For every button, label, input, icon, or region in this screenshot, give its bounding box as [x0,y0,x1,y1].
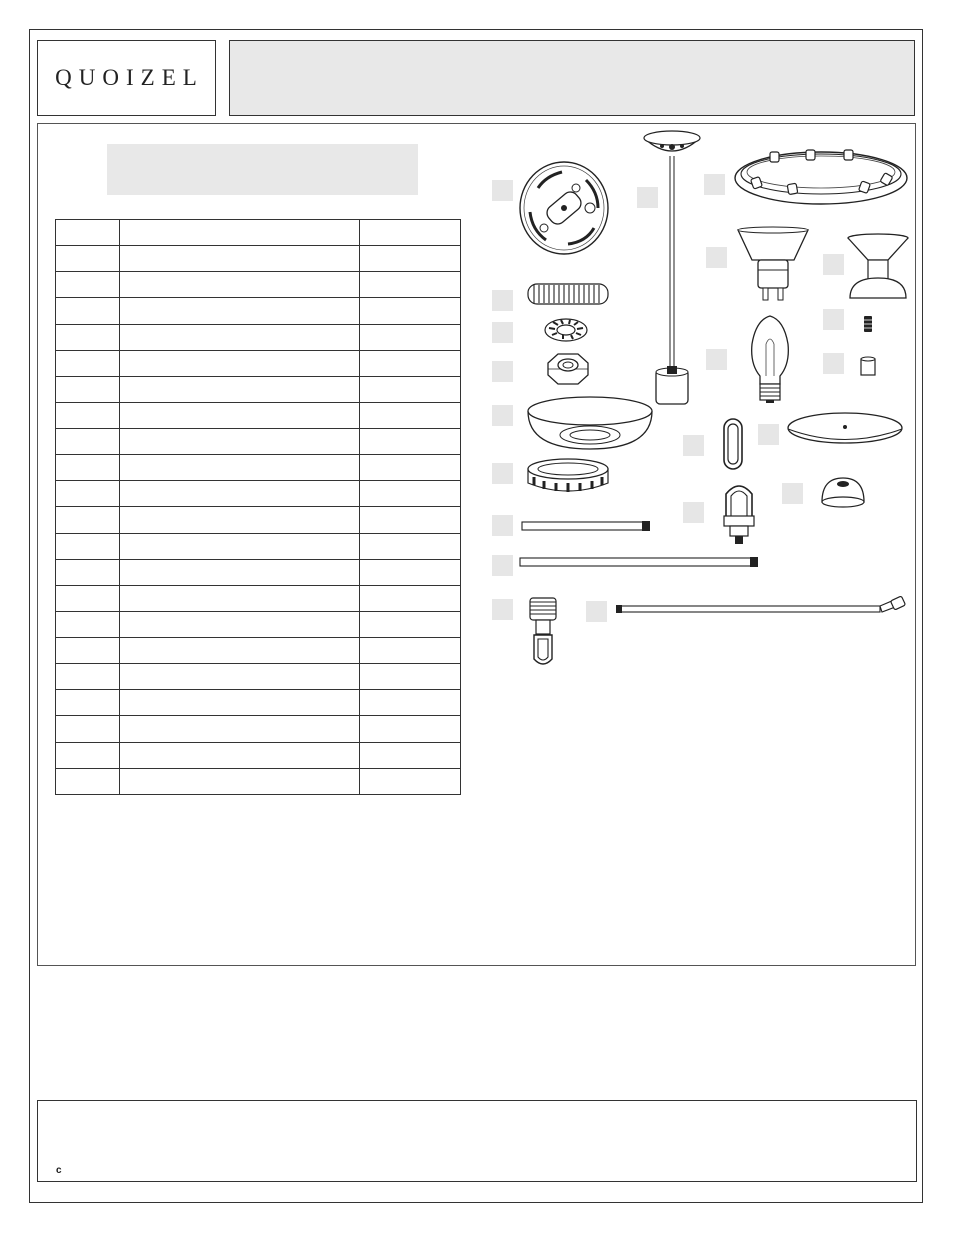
parts-list-header [107,144,418,195]
part-label-box [492,599,513,620]
part-qty-cell [360,481,461,507]
loop-icon [720,480,758,546]
table-row [56,481,461,507]
part-label-box [706,247,727,268]
part-qty-cell [360,559,461,585]
part-label-box [758,424,779,445]
logo-box [37,40,216,116]
part-qty-cell [360,324,461,350]
part-description-cell [120,507,360,533]
part-description-cell [120,481,360,507]
part-qty-cell [360,246,461,272]
footer-mark: c [56,1165,62,1176]
table-row [56,768,461,794]
part-description-cell [120,220,360,246]
part-qty-cell [360,690,461,716]
part-qty-cell [360,533,461,559]
part-description-cell [120,690,360,716]
part-label-box [492,515,513,536]
table-row [56,533,461,559]
part-qty-cell [360,611,461,637]
lock-nut-ring-icon [526,457,610,497]
part-label-box [683,435,704,456]
part-key-cell [56,429,120,455]
table-row [56,716,461,742]
set-screw-icon [862,314,874,334]
part-description-cell [120,298,360,324]
part-key-cell [56,298,120,324]
table-row [56,350,461,376]
part-qty-cell [360,376,461,402]
part-description-cell [120,716,360,742]
part-key-cell [56,376,120,402]
screw-collar-loop-icon [526,595,560,671]
part-description-cell [120,324,360,350]
part-label-box [823,309,844,330]
short-stem-icon [520,519,652,533]
part-key-cell [56,220,120,246]
part-description-cell [120,533,360,559]
part-qty-cell [360,507,461,533]
table-row [56,455,461,481]
part-qty-cell [360,350,461,376]
part-label-box [683,502,704,523]
coupling-icon [859,355,877,377]
part-key-cell [56,768,120,794]
part-key-cell [56,246,120,272]
table-row [56,507,461,533]
crossbar-plate-icon [516,158,612,256]
part-qty-cell [360,402,461,428]
part-qty-cell [360,429,461,455]
table-row [56,690,461,716]
part-label-box [704,174,725,195]
part-key-cell [56,559,120,585]
table-row [56,324,461,350]
part-qty-cell [360,455,461,481]
part-label-box [706,349,727,370]
lock-washer-icon [543,317,589,343]
part-qty-cell [360,220,461,246]
part-description-cell [120,455,360,481]
shade-holder-icon [846,232,910,304]
part-description-cell [120,559,360,585]
part-description-cell [120,638,360,664]
part-description-cell [120,742,360,768]
part-description-cell [120,246,360,272]
footer-box [37,1100,917,1182]
part-key-cell [56,507,120,533]
part-key-cell [56,690,120,716]
part-description-cell [120,429,360,455]
part-key-cell [56,664,120,690]
part-qty-cell [360,585,461,611]
gu10-bulb-icon [736,226,810,302]
part-description-cell [120,611,360,637]
part-label-box [782,483,803,504]
table-row [56,611,461,637]
part-label-box [823,254,844,275]
table-row [56,585,461,611]
part-label-box [823,353,844,374]
part-label-box [492,463,513,484]
table-row [56,638,461,664]
part-qty-cell [360,664,461,690]
part-key-cell [56,272,120,298]
part-qty-cell [360,716,461,742]
part-description-cell [120,350,360,376]
part-qty-cell [360,298,461,324]
pendant-cord-icon [640,128,704,408]
hex-nut-icon [544,351,592,387]
part-key-cell [56,611,120,637]
part-label-box [492,180,513,201]
part-label-box [492,405,513,426]
title-banner [229,40,915,116]
part-description-cell [120,402,360,428]
cap-icon [818,474,868,510]
table-row [56,559,461,585]
part-key-cell [56,585,120,611]
part-description-cell [120,664,360,690]
ring-frame-icon [732,144,910,208]
part-key-cell [56,455,120,481]
table-row [56,429,461,455]
brand-logo: QUOIZEL [55,65,204,90]
part-key-cell [56,402,120,428]
part-label-box [492,290,513,311]
part-key-cell [56,742,120,768]
part-description-cell [120,272,360,298]
table-row [56,220,461,246]
part-qty-cell [360,742,461,768]
part-qty-cell [360,768,461,794]
table-row [56,272,461,298]
part-key-cell [56,638,120,664]
part-key-cell [56,716,120,742]
parts-table [55,219,461,795]
part-label-box [492,322,513,343]
edison-bulb-icon [746,314,794,404]
part-key-cell [56,350,120,376]
part-qty-cell [360,638,461,664]
part-key-cell [56,481,120,507]
part-label-box [492,555,513,576]
part-key-cell [56,533,120,559]
threaded-nipple-icon [526,280,612,308]
part-label-box [586,601,607,622]
table-row [56,402,461,428]
part-qty-cell [360,272,461,298]
table-row [56,664,461,690]
chain-link-icon [720,417,746,471]
part-description-cell [120,768,360,794]
glass-plate-icon [786,410,904,446]
long-stem-icon [518,555,760,569]
table-row [56,742,461,768]
table-row [56,298,461,324]
part-description-cell [120,585,360,611]
part-key-cell [56,324,120,350]
canopy-icon [524,393,656,453]
part-label-box [492,361,513,382]
table-row [56,376,461,402]
part-description-cell [120,376,360,402]
bent-arm-icon [614,596,906,620]
table-row [56,246,461,272]
